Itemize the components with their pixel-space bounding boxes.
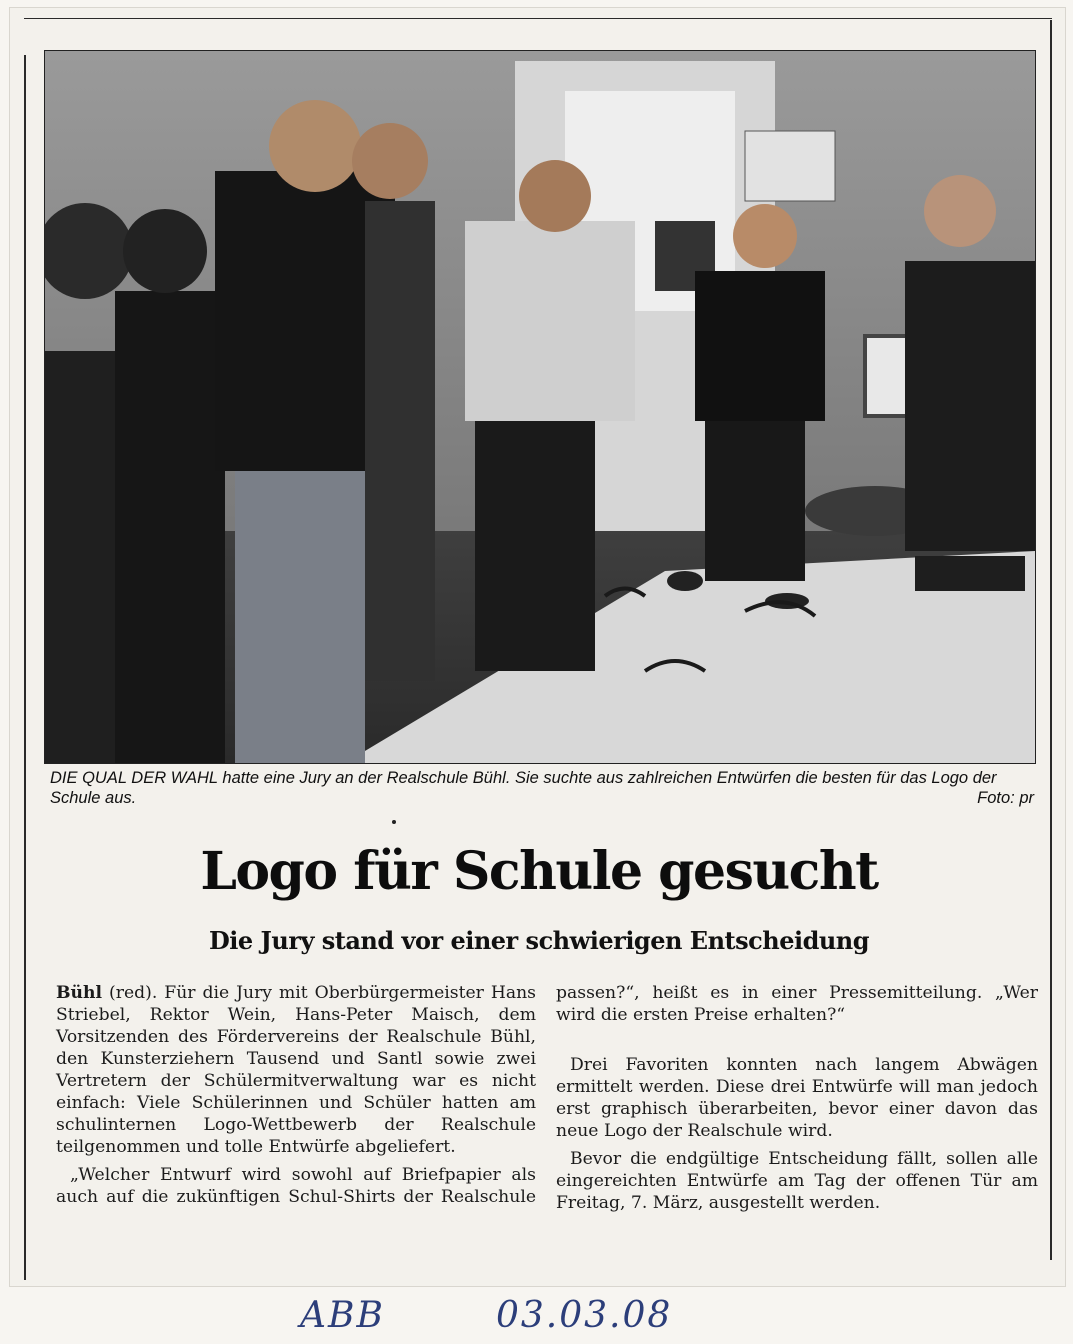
article-column-2 bbox=[556, 982, 1038, 1220]
caption-text: hatte eine Jury an der Realschule Bühl. Sie suchte aus zahlreichen Entwürfen die besten für das Logo der Schule aus. bbox=[50, 769, 997, 807]
caption-lead: DIE QUAL DER WAHL bbox=[50, 769, 218, 787]
photo-caption bbox=[50, 768, 1034, 808]
paragraph-2: „Welcher Entwurf wird sowohl auf Briefpapier als auch auf die zukünftigen Schul-Shirts der Realschule bbox=[56, 1165, 536, 1207]
top-rule bbox=[24, 18, 1052, 19]
left-column-rule bbox=[24, 55, 26, 1280]
paragraph-2-continued bbox=[556, 982, 1038, 1048]
headline: Logo für Schule gesucht bbox=[200, 841, 878, 902]
paragraph-4: Bevor die endgültige Entscheidung fällt, sollen alle eingereichten Entwürfe am Tag der offenen Tür am Freitag, 7. März, ausgestellt werden. bbox=[556, 1149, 1038, 1213]
article-column-1 bbox=[56, 982, 536, 1216]
paragraph-1-text: (red). Für die Jury mit Oberbürgermeister Hans Striebel, Rektor Wein, Hans-Peter Maisch, dem Vorsitzenden des Fördervereins der Realschule Bühl, den Kunsterziehern Tausend und Santl sowie zwei Vertretern der Schülermitverwaltung war es nicht einfach: Viele Schülerinnen und Schüler hatten am schulinternen Logo-Wettbewerb der Realschule teilgenommen und tolle Entwürfe abgeliefert. bbox=[56, 983, 536, 1157]
dateline-place: Bühl bbox=[56, 983, 103, 1003]
paragraph-1 bbox=[56, 982, 536, 1158]
jury-photo bbox=[44, 50, 1036, 764]
right-column-rule bbox=[1050, 20, 1052, 1260]
subheadline: Die Jury stand vor einer schwierigen Entscheidung bbox=[208, 926, 870, 955]
handwritten-source: ABB bbox=[300, 1295, 385, 1336]
photo-credit: Foto: pr bbox=[977, 789, 1034, 807]
paragraph-3: Drei Favoriten konnten nach langem Abwägen ermittelt werden. Diese drei Entwürfe will man jedoch erst graphisch überarbeiten, bevor einer davon das neue Logo der Realschule wird. bbox=[556, 1055, 1038, 1141]
separator-dot bbox=[392, 820, 396, 824]
handwritten-date: 03.03.08 bbox=[496, 1295, 673, 1336]
paragraph-2-tail: passen?“, heißt es in einer Pressemitteilung. „Wer wird die ersten Preise erhalten?“ bbox=[556, 983, 1038, 1025]
